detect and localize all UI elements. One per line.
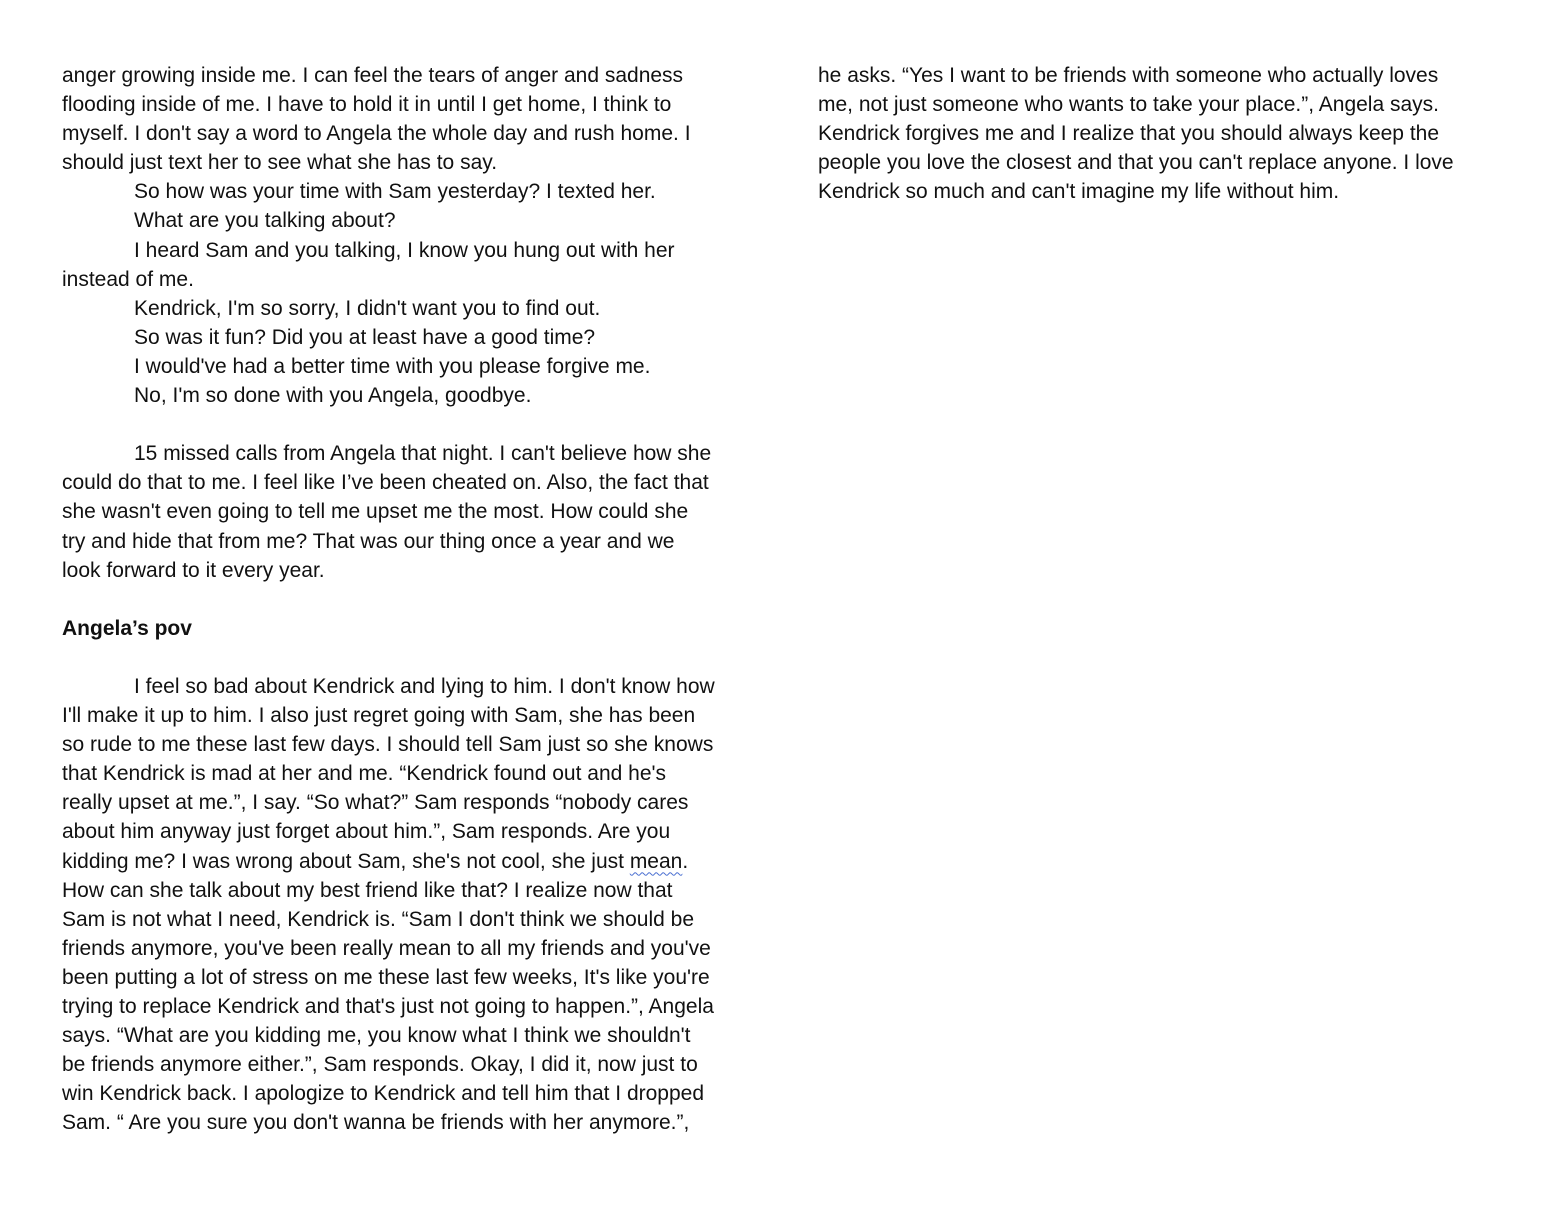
paragraph-line: 15 missed calls from Angela that night. I can't believe how she: [134, 442, 712, 466]
spellcheck-flagged-word[interactable]: mean: [629, 849, 683, 873]
paragraph-line: should just text her to see what she has to say.: [62, 151, 498, 175]
paragraph-line: be friends anymore either.”, Sam responds. Okay, I did it, now just to: [62, 1053, 698, 1077]
paragraph-line: people you love the closest and that you can't replace anyone. I love: [818, 151, 1454, 175]
left-column: [62, 61, 752, 1137]
dialogue-line: No, I'm so done with you Angela, goodbye.: [134, 384, 532, 408]
dialogue-line: Kendrick, I'm so sorry, I didn't want you to find out.: [134, 296, 601, 320]
paragraph-line: I'll make it up to him. I also just regret going with Sam, she has been: [62, 704, 696, 728]
paragraph-line: myself. I don't say a word to Angela the whole day and rush home. I: [62, 122, 691, 146]
dialogue-line: I would've had a better time with you please forgive me.: [134, 354, 651, 378]
paragraph-line: win Kendrick back. I apologize to Kendrick and tell him that I dropped: [62, 1082, 705, 1106]
paragraph-line: Kendrick so much and can't imagine my life without him.: [818, 180, 1340, 204]
right-column: [818, 61, 1508, 206]
dialogue-line: What are you talking about?: [134, 209, 396, 233]
paragraph-line: says. “What are you kidding me, you know what I think we shouldn't: [62, 1024, 691, 1048]
paragraph-line: [62, 847, 752, 876]
line-text: kidding me? I was wrong about Sam, she's not cool, she just: [62, 849, 630, 873]
paragraph-line: anger growing inside me. I can feel the tears of anger and sadness: [62, 64, 684, 87]
paragraph-line: so rude to me these last few days. I should tell Sam just so she knows: [62, 733, 714, 757]
paragraph-line: he asks. “Yes I want to be friends with someone who actually loves: [818, 64, 1439, 87]
blank-line: [62, 410, 752, 439]
dialogue-line: So how was your time with Sam yesterday? I texted her.: [134, 180, 656, 204]
paragraph-line: Kendrick forgives me and I realize that you should always keep the: [818, 122, 1440, 146]
paragraph-line: she wasn't even going to tell me upset me the most. How could she: [62, 500, 689, 524]
paragraph-line: Sam is not what I need, Kendrick is. “Sam I don't think we should be: [62, 907, 694, 931]
blank-line: [62, 643, 752, 672]
dialogue-line: instead of me.: [62, 267, 194, 291]
paragraph-line: try and hide that from me? That was our thing once a year and we: [62, 529, 675, 553]
paragraph-line: Sam. “ Are you sure you don't wanna be friends with her anymore.”,: [62, 1111, 690, 1135]
paragraph-line: that Kendrick is mad at her and me. “Kendrick found out and he's: [62, 762, 667, 786]
section-heading: Angela’s pov: [62, 616, 192, 640]
paragraph-line: me, not just someone who wants to take your place.”, Angela says.: [818, 93, 1439, 117]
line-text: .: [682, 849, 689, 873]
paragraph-line: friends anymore, you've been really mean to all my friends and you've: [62, 936, 711, 960]
paragraph-line: look forward to it every year.: [62, 558, 325, 582]
paragraph-line: flooding inside of me. I have to hold it in until I get home, I think to: [62, 93, 672, 117]
paragraph-line: How can she talk about my best friend like that? I realize now that: [62, 878, 673, 902]
paragraph-line: been putting a lot of stress on me these last few weeks, It's like you're: [62, 965, 710, 989]
paragraph-line: I feel so bad about Kendrick and lying to him. I don't know how: [134, 674, 715, 698]
blank-line: [62, 585, 752, 614]
paragraph-line: trying to replace Kendrick and that's just not going to happen.”, Angela: [62, 995, 714, 1018]
dialogue-line: I heard Sam and you talking, I know you hung out with her: [134, 238, 675, 262]
paragraph-line: about him anyway just forget about him.”, Sam responds. Are you: [62, 820, 671, 844]
paragraph-line: really upset at me.”, I say. “So what?” Sam responds “nobody cares: [62, 791, 689, 815]
paragraph-line: could do that to me. I feel like I’ve been cheated on. Also, the fact that: [62, 471, 709, 495]
dialogue-line: So was it fun? Did you at least have a good time?: [134, 325, 596, 349]
